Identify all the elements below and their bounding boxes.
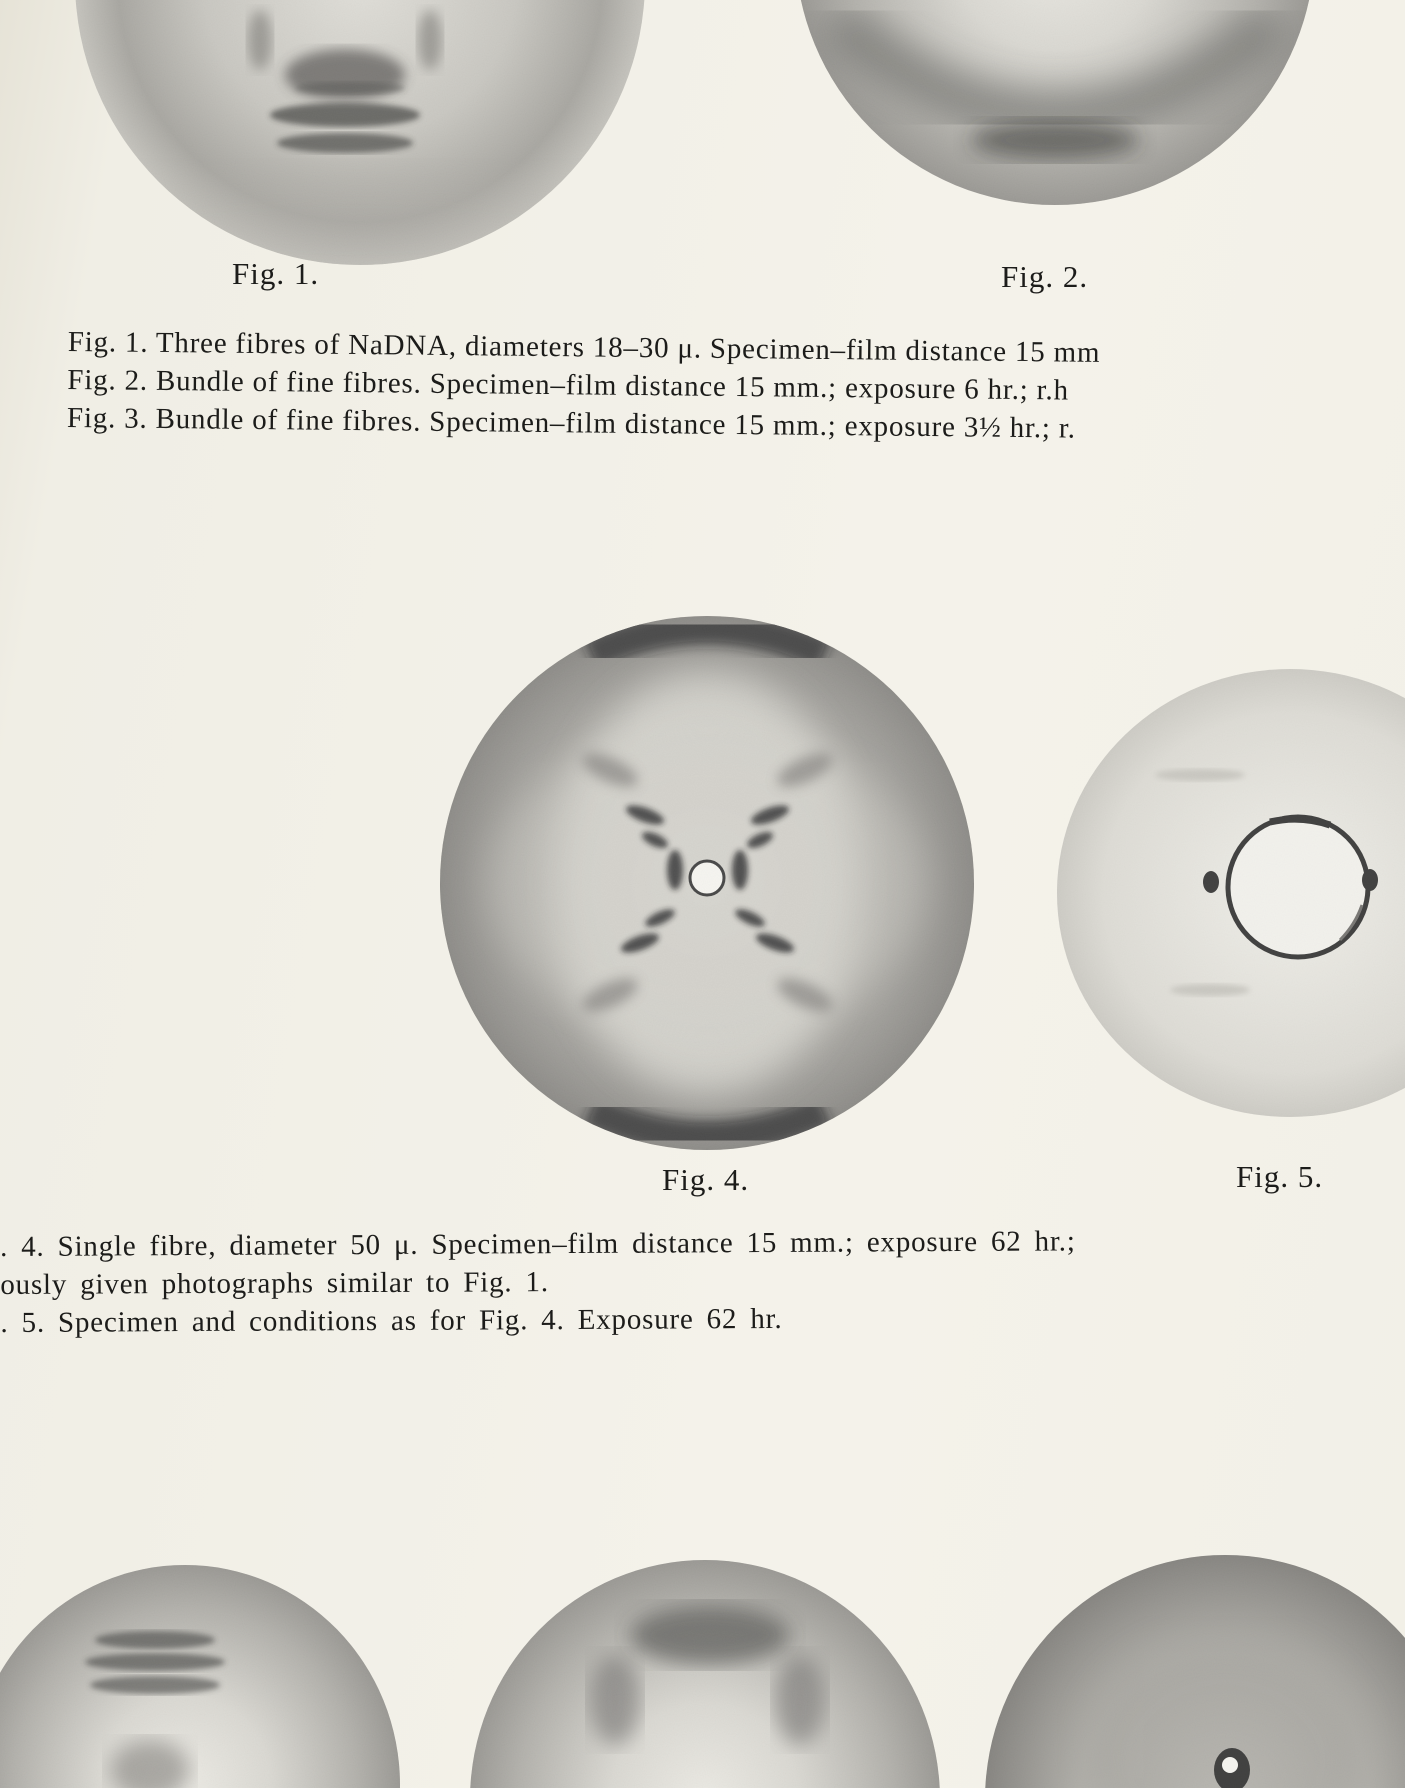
- caption-fig4: . 4. Single fibre, diameter 50 μ. Specimen–film distance 15 mm.; exposure 62 hr.;: [0, 1225, 1076, 1263]
- fig2-label: Fig. 2.: [1001, 259, 1089, 294]
- fig7-xray-photo: [470, 1560, 940, 1788]
- caption-top: [67, 323, 1101, 448]
- fig5-xray-photo: [1057, 669, 1405, 1117]
- caption-middle: [0, 1222, 1076, 1342]
- caption-fig1: Fig. 1. Three fibres of NaDNA, diameters 18–30 μ. Specimen–film distance 15 mm: [67, 325, 1101, 369]
- fig4-label: Fig. 4.: [662, 1162, 750, 1197]
- caption-fig5: . 5. Specimen and conditions as for Fig. 4. Exposure 62 hr.: [0, 1302, 783, 1339]
- fig2-xray-photo: [795, 0, 1315, 205]
- caption-fig2: Fig. 2. Bundle of fine fibres. Specimen–film distance 15 mm.; exposure 6 hr.; r.h: [67, 363, 1070, 407]
- fig8-xray-photo: [985, 1555, 1405, 1788]
- caption-fig3: Fig. 3. Bundle of fine fibres. Specimen–film distance 15 mm.; exposure 3½ hr.; r.: [66, 401, 1076, 445]
- fig6-xray-photo: [0, 1565, 400, 1788]
- fig5-label: Fig. 5.: [1236, 1159, 1324, 1194]
- fig1-label: Fig. 1.: [232, 256, 320, 291]
- caption-fig4-continued: ously given photographs similar to Fig. 1.: [0, 1266, 549, 1301]
- fig1-xray-photo: [60, 0, 660, 290]
- fig4-xray-photo: [440, 616, 974, 1150]
